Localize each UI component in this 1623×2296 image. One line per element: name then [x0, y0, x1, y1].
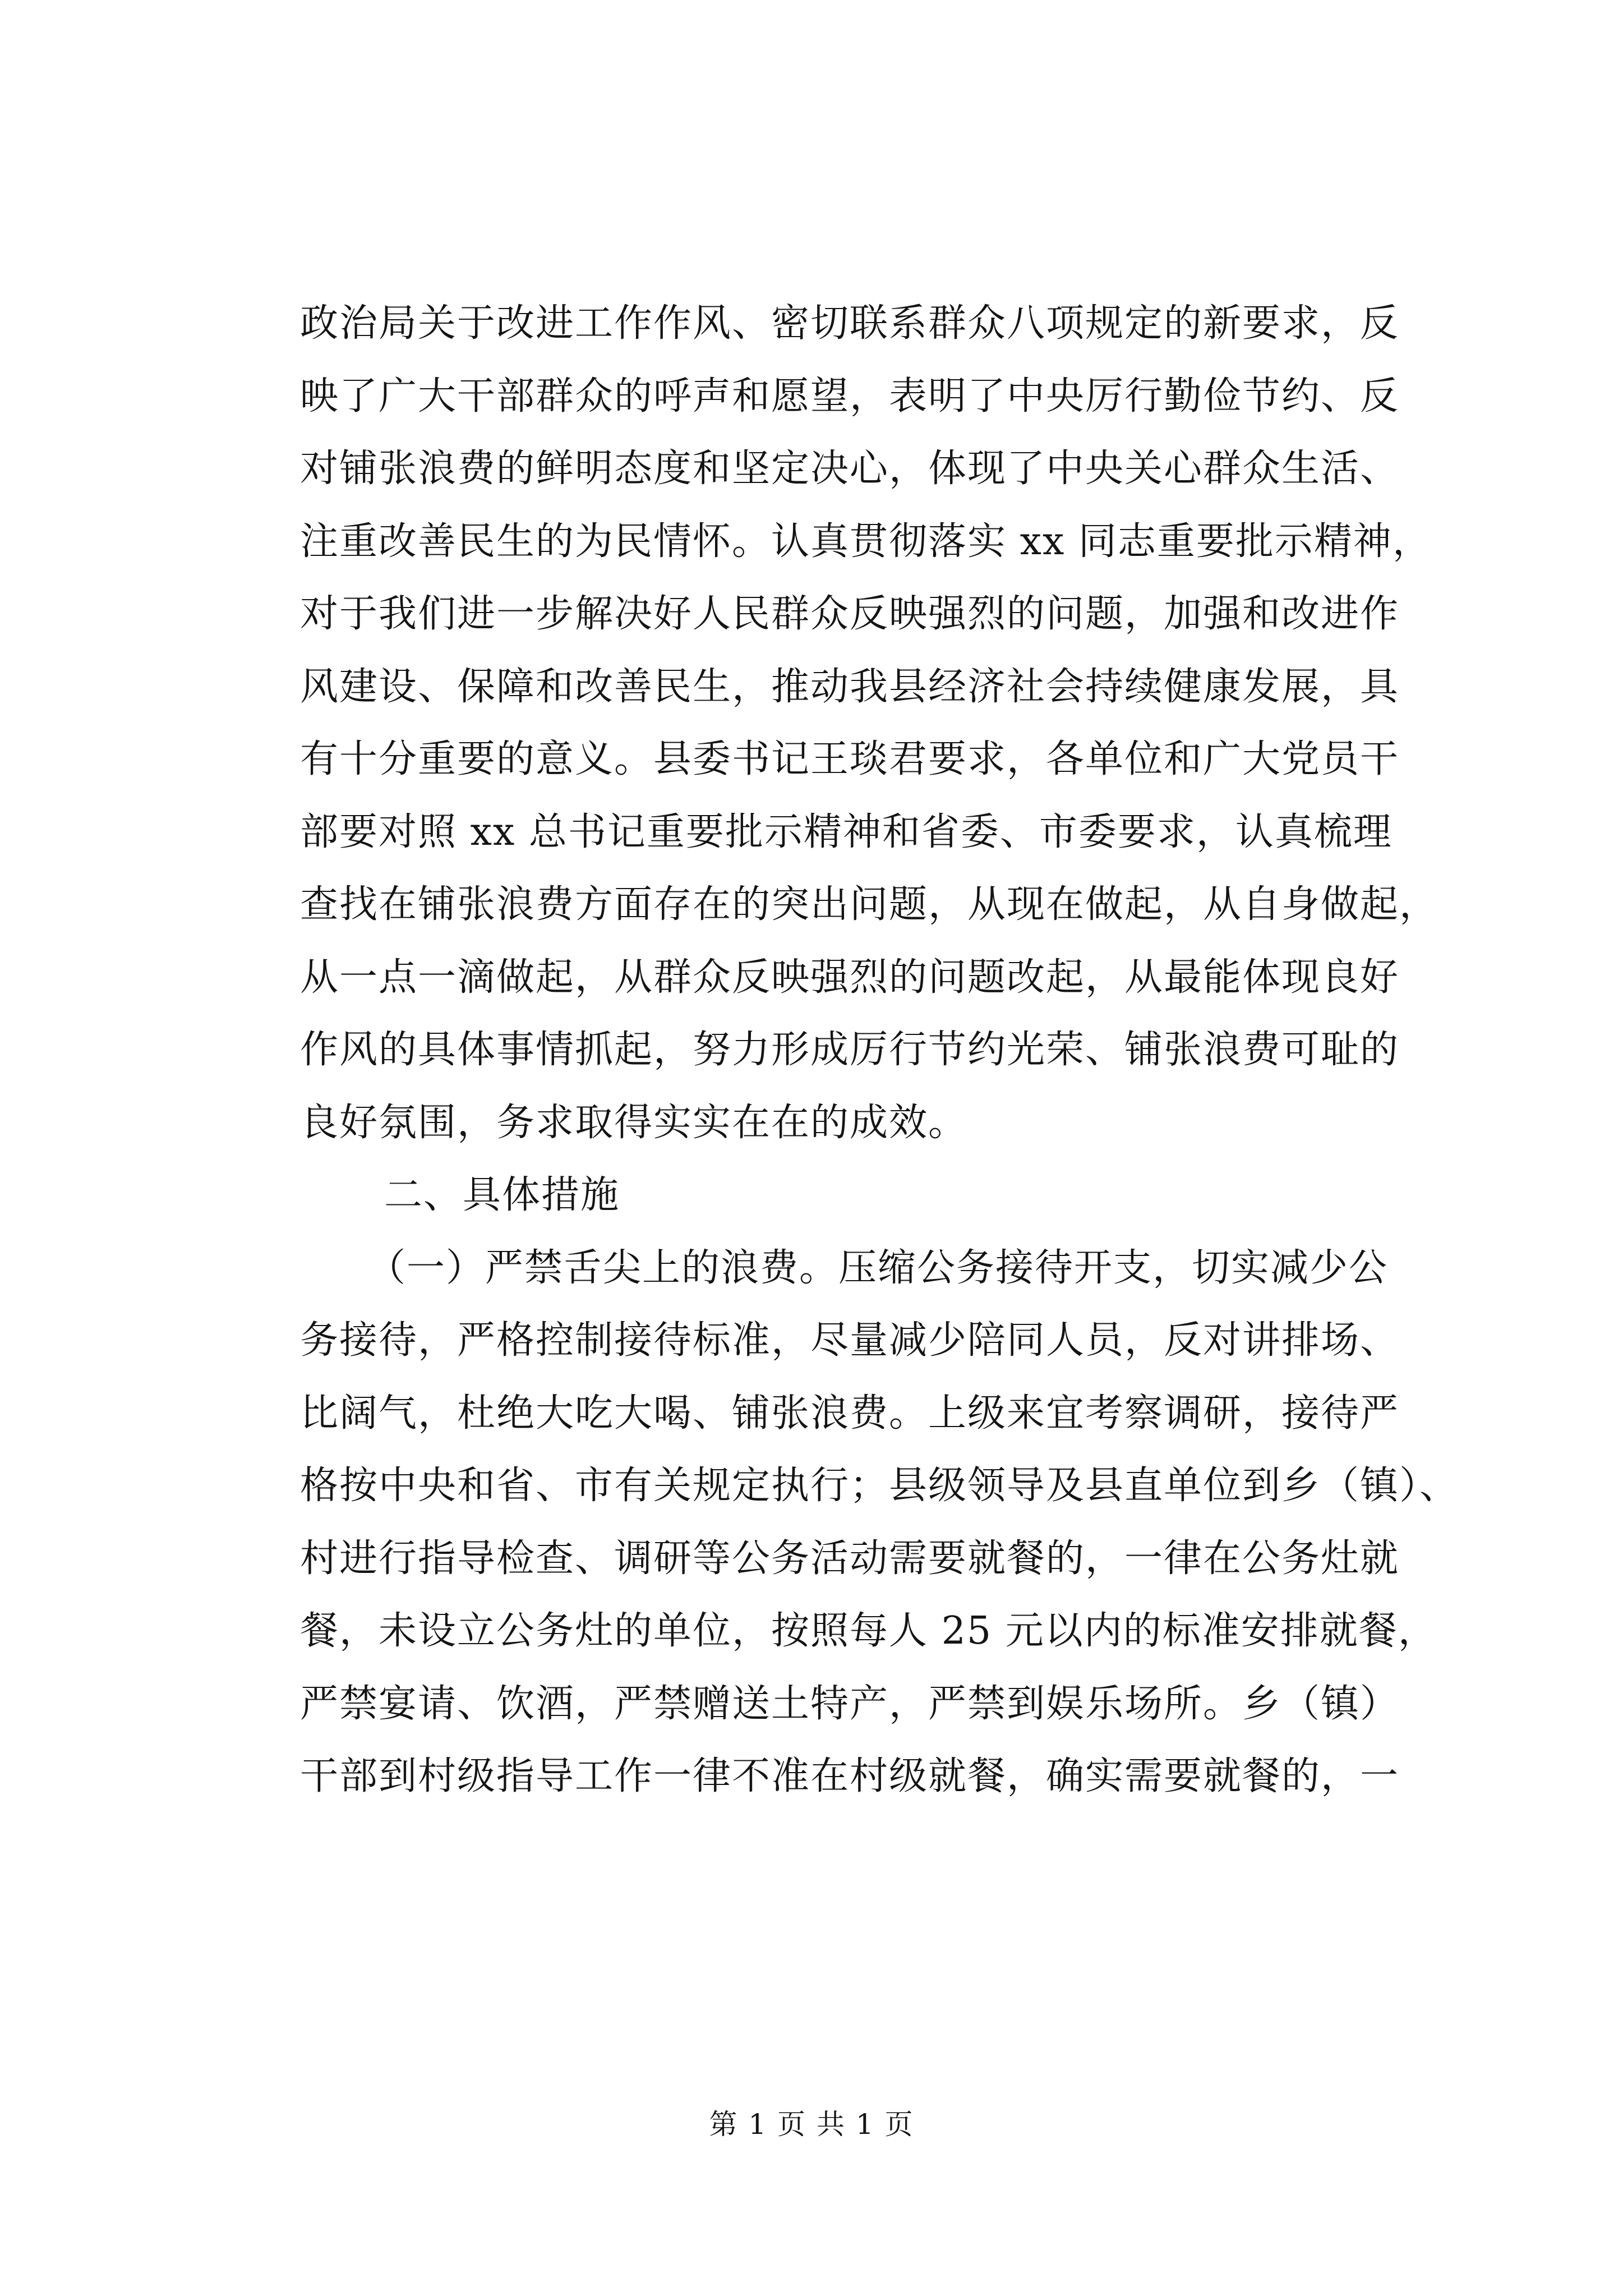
paragraph-line: 比阔气，杜绝大吃大喝、铺张浪费。上级来宜考察调研，接待严: [300, 1391, 1400, 1435]
paragraph-line: 作风的具体事情抓起，努力形成厉行节约光荣、铺张浪费可耻的: [300, 1028, 1400, 1072]
paragraph-first-line: [300, 1240, 1388, 1296]
paragraph-line: 有十分重要的意义。县委书记王琰君要求，各单位和广大党员干: [300, 737, 1400, 781]
paragraph-line: 风建设、保障和改善民生，推动我县经济社会持续健康发展，具: [300, 665, 1400, 709]
paragraph-line: 查找在铺张浪费方面存在的突出问题，从现在做起，从自身做起，: [300, 882, 1439, 927]
paragraph-line: 从一点一滴做起，从群众反映强烈的问题改起，从最能体现良好: [300, 955, 1400, 1000]
paragraph-line: 餐，未设立公务灶的单位，按照每人 25 元以内的标准安排就餐，: [300, 1609, 1437, 1653]
paragraph-line: 务接待，严格控制接待标准，尽量减少陪同人员，反对讲排场、: [300, 1318, 1400, 1363]
paragraph-line: 映了广大干部群众的呼声和愿望，表明了中央厉行勤俭节约、反: [300, 374, 1400, 418]
paragraph-line: 良好氛围，务求取得实实在在的成效。: [300, 1101, 968, 1145]
paragraph-line: 注重改善民生的为民情怀。认真贯彻落实 xx 同志重要批示精神，: [300, 519, 1432, 564]
paragraph-line: 干部到村级指导工作一律不准在村级就餐，确实需要就餐的，一: [300, 1754, 1400, 1798]
paragraph-line: 对于我们进一步解决好人民群众反映强烈的问题，加强和改进作: [300, 592, 1400, 636]
paragraph-line: 政治局关于改进工作作风、密切联系群众八项规定的新要求，反: [300, 301, 1400, 346]
section-heading: [300, 1167, 620, 1223]
paragraph-line: 严禁宴请、饮酒，严禁赠送土特产，严禁到娱乐场所。乡（镇）: [300, 1682, 1400, 1726]
paragraph-first-line-text: （一）严禁舌尖上的浪费。压缩公务接待开支，切实减少公: [367, 1246, 1389, 1290]
paragraph-line: 对铺张浪费的鲜明态度和坚定决心，体现了中央关心群众生活、: [300, 447, 1400, 491]
paragraph-line: 部要对照 xx 总书记重要批示精神和省委、市委要求，认真梳理: [300, 810, 1393, 854]
paragraph-line: 格按中央和省、市有关规定执行；县级领导及县直单位到乡（镇）、: [300, 1464, 1459, 1508]
section-heading-text: 二、具体措施: [384, 1173, 620, 1217]
page-footer: 第 1 页 共 1 页: [709, 2108, 914, 2141]
paragraph-line: 村进行指导检查、调研等公务活动需要就餐的，一律在公务灶就: [300, 1536, 1400, 1581]
